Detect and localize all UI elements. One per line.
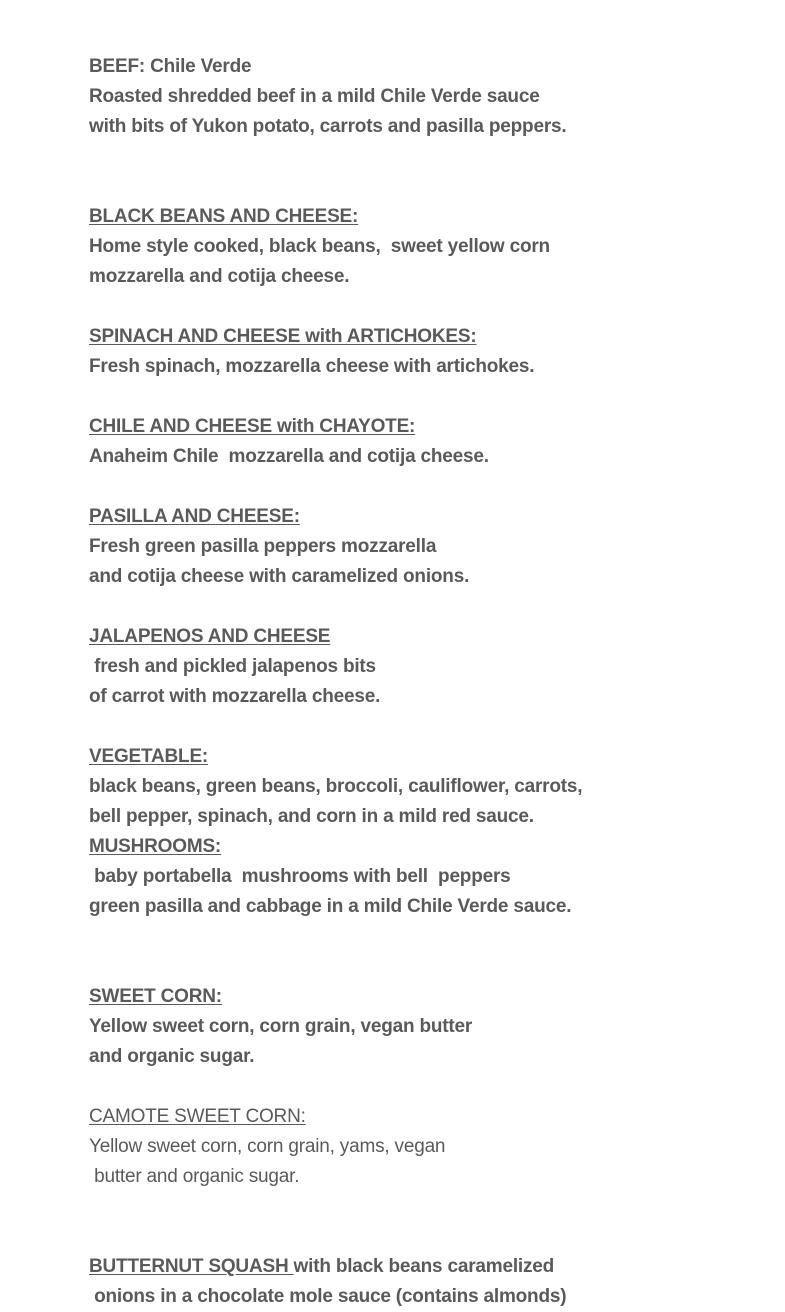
spinach-title (89, 322, 749, 352)
beef-title: BEEF: Chile Verde (89, 56, 252, 77)
vegetable-description-line: bell pepper, spinach, and corn in a mild red sauce. (89, 806, 534, 827)
mushrooms-heading: MUSHROOMS: (89, 836, 222, 857)
spacer (89, 592, 749, 622)
chile-cheese-title (89, 412, 749, 442)
butternut-description-line: onions in a chocolate mole sauce (contains almonds) (89, 1286, 567, 1307)
camote-heading: CAMOTE SWEET CORN: (89, 1106, 306, 1127)
menu-list (89, 52, 749, 1312)
spacer (89, 382, 749, 412)
black-beans-description-line: Home style cooked, black beans, sweet yellow corn (89, 236, 550, 257)
beef-description-line: Roasted shredded beef in a mild Chile Verde sauce (89, 86, 540, 107)
sweet-corn-description-line: and organic sugar. (89, 1046, 255, 1067)
black-beans-heading: BLACK BEANS AND CHEESE: (89, 206, 359, 227)
mushrooms-title (89, 832, 749, 862)
pasilla-heading: PASILLA AND CHEESE: (89, 506, 300, 527)
camote-title (89, 1102, 749, 1132)
pasilla-description-line: Fresh green pasilla peppers mozzarella (89, 536, 437, 557)
pasilla-description-line: and cotija cheese with caramelized onions. (89, 566, 470, 587)
butternut-heading: BUTTERNUT SQUASH (89, 1256, 294, 1277)
jalapenos-description-line: of carrot with mozzarella cheese. (89, 686, 381, 707)
beef-description-line: with bits of Yukon potato, carrots and pasilla peppers. (89, 116, 567, 137)
vegetable-heading: VEGETABLE: (89, 746, 209, 767)
black-beans-title (89, 202, 749, 232)
chile-cheese-heading: CHILE AND CHEESE with CHAYOTE: (89, 416, 416, 437)
jalapenos-description-line: fresh and pickled jalapenos bits (89, 656, 376, 677)
spacer (89, 1192, 749, 1252)
sweet-corn-title (89, 982, 749, 1012)
spacer (89, 472, 749, 502)
chile-cheese-description-line: Anaheim Chile mozzarella and cotija cheese. (89, 446, 489, 467)
spacer (89, 142, 749, 202)
butternut-title-rest: with black beans caramelized (293, 1256, 555, 1277)
jalapenos-title (89, 622, 749, 652)
sweet-corn-description-line: Yellow sweet corn, corn grain, vegan butter (89, 1016, 473, 1037)
spacer (89, 922, 749, 982)
spacer (89, 712, 749, 742)
sweet-corn-heading: SWEET CORN: (89, 986, 222, 1007)
pasilla-title (89, 502, 749, 532)
black-beans-description-line: mozzarella and cotija cheese. (89, 266, 350, 287)
vegetable-description-line: black beans, green beans, broccoli, cauliflower, carrots, (89, 776, 583, 797)
vegetable-title (89, 742, 749, 772)
jalapenos-heading: JALAPENOS AND CHEESE (89, 626, 331, 647)
spacer (89, 1072, 749, 1102)
spinach-description-line: Fresh spinach, mozzarella cheese with artichokes. (89, 356, 535, 377)
spinach-heading: SPINACH AND CHEESE with ARTICHOKES: (89, 326, 477, 347)
butternut-title (89, 1252, 749, 1282)
mushrooms-description-line: baby portabella mushrooms with bell peppers (89, 866, 511, 887)
camote-description-line: butter and organic sugar. (89, 1166, 300, 1187)
mushrooms-description-line: green pasilla and cabbage in a mild Chile Verde sauce. (89, 896, 572, 917)
camote-description-line: Yellow sweet corn, corn grain, yams, vegan (89, 1136, 446, 1157)
spacer (89, 292, 749, 322)
